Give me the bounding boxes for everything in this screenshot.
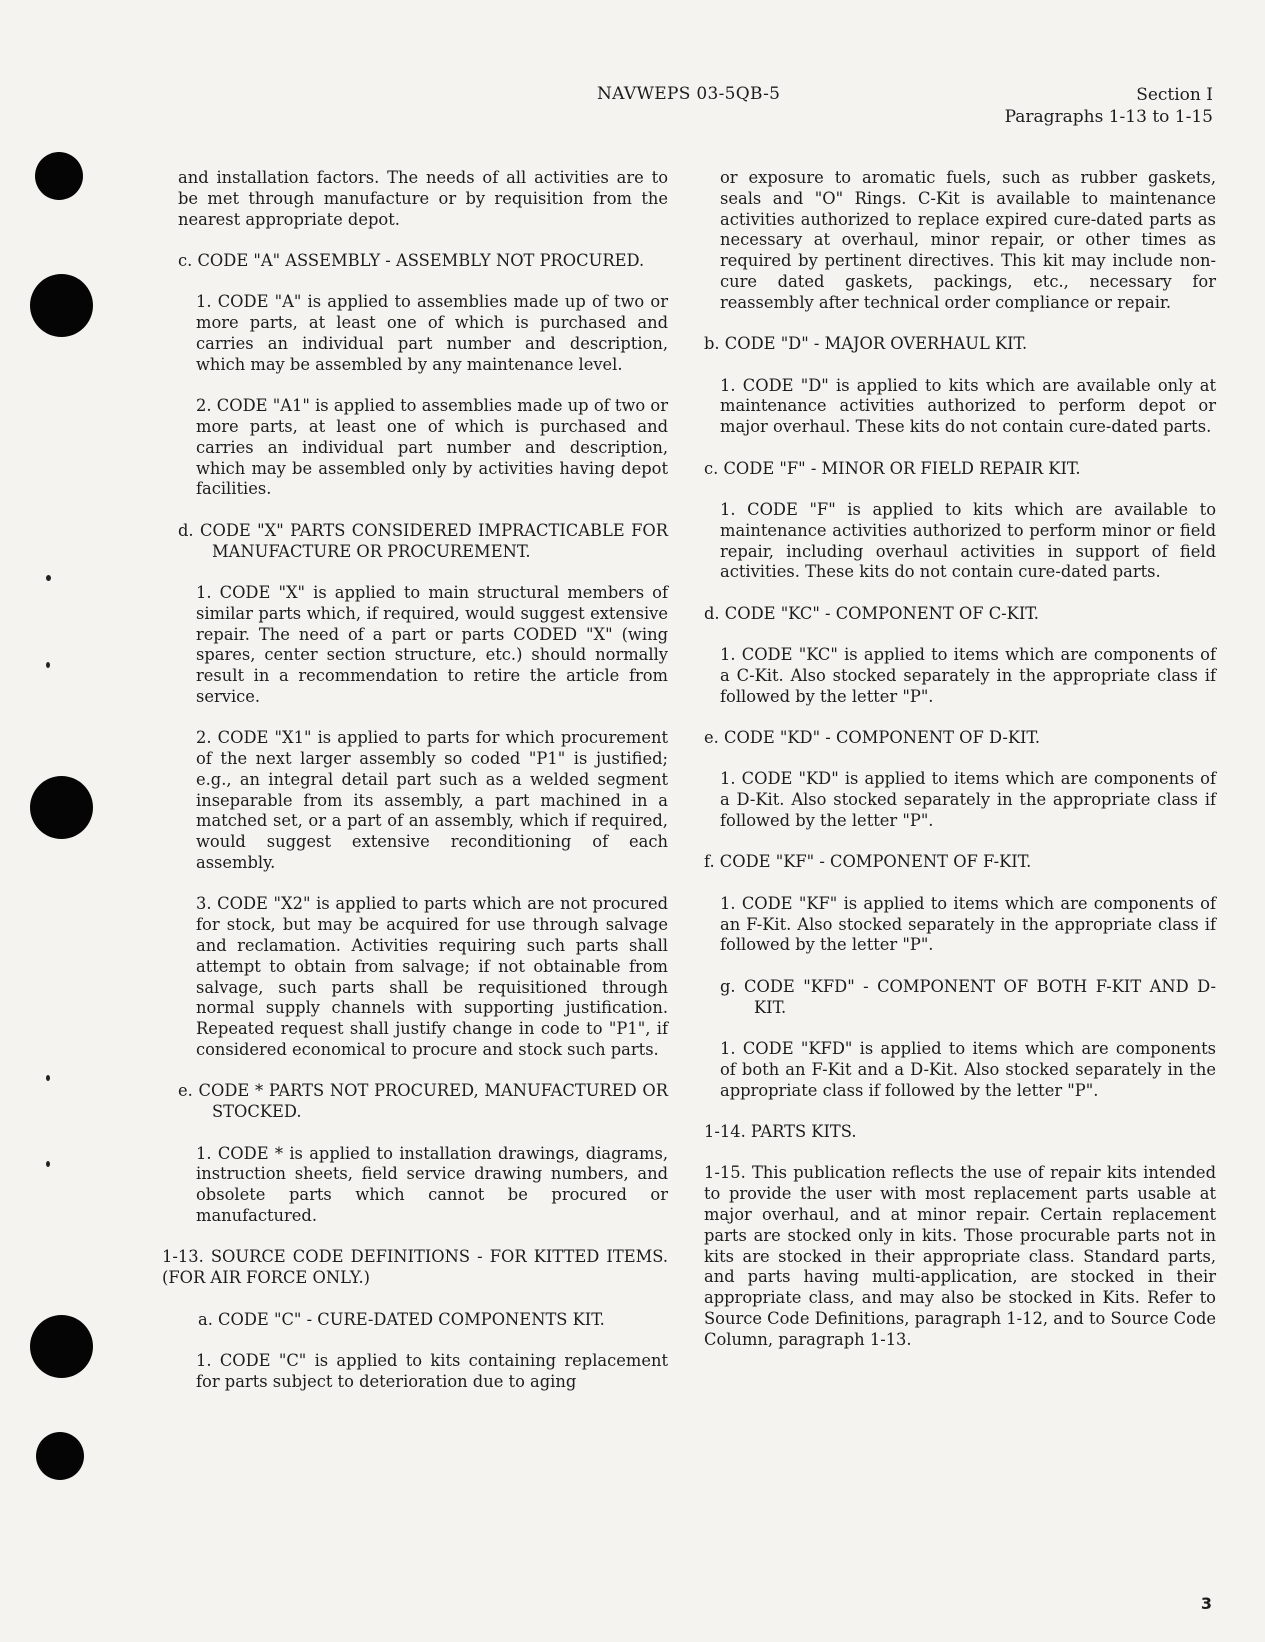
binder-hole-3 [30, 776, 93, 839]
binder-hole-2 [30, 274, 93, 337]
paragraph-code-d-1: 1. CODE "D" is applied to kits which are available only at maintenance activities authorized to perform depot or major overhaul. These kits do not contain cure-dated parts. [720, 375, 1216, 437]
paragraph-continuation: and installation factors. The needs of all activities are to be met through manufacture or by requisition from the nearest appropriate depot. [178, 168, 668, 229]
paragraph-code-kc-1: 1. CODE "KC" is applied to items which are components of a C-Kit. Also stocked separately in the appropriate class if followed by the letter "P". [720, 645, 1216, 706]
section-label: Section I [1136, 85, 1213, 105]
heading-1-13: 1-13. SOURCE CODE DEFINITIONS - FOR KITTED ITEMS. (FOR AIR FORCE ONLY.) [162, 1247, 668, 1288]
margin-speck [46, 1075, 50, 1081]
heading-code-a: c. CODE "A" ASSEMBLY - ASSEMBLY NOT PROCURED. [178, 250, 645, 270]
paragraph-1-15: 1-15. This publication reflects the use of repair kits intended to provide the user with most replacement parts usable at major overhaul, and at minor repair. Certain replacement parts are stocked only in kits. Those procurable parts not in kits are stocked in their appropriate class. Standard parts, and parts having multi-application, are stocked in their appropriate class, and may also be stocked in Kits. Refer to Source Code Definitions, paragraph 1-12, and to Source Code Column, paragraph 1-13. [704, 1163, 1216, 1349]
paragraph-code-f-1: 1. CODE "F" is applied to kits which are available to maintenance activities authorized to perform minor or field repair, including overhaul activities in support of field activities. These kits do not contain cure-dated parts. [720, 499, 1216, 582]
section-reference [1005, 84, 1213, 128]
paragraph-code-x-1: 1. CODE "X" is applied to main structural members of similar parts which, if required, would suggest extensive repair. The need of a part or parts CODED "X" (wing spares, center section structure, etc.) should normally result in a recommendation to retire the article from service. [196, 582, 668, 706]
binder-hole-5 [36, 1432, 84, 1480]
binder-hole-4 [30, 1315, 93, 1378]
paragraph-continuation: or exposure to aromatic fuels, such as rubber gaskets, seals and "O" Rings. C-Kit is available to maintenance activities authorized to replace expired cure-dated parts as necessary at overhaul, minor repair, or other times as required by pertinent directives. This kit may include non-cure dated gaskets, packings, etc., necessary for reassembly after technical order compliance or repair. [720, 168, 1216, 312]
document-id: NAVWEPS 03-5QB-5 [597, 84, 781, 104]
right-column [704, 168, 1216, 1371]
margin-speck [46, 1161, 50, 1167]
paragraph-range: Paragraphs 1-13 to 1-15 [1004, 107, 1213, 127]
heading-code-kc: d. CODE "KC" - COMPONENT OF C-KIT. [704, 603, 1039, 623]
paragraph-code-kd-1: 1. CODE "KD" is applied to items which are components of a D-Kit. Also stocked separately in the appropriate class if followed by the letter "P". [720, 769, 1216, 831]
heading-code-c: a. CODE "C" - CURE-DATED COMPONENTS KIT. [198, 1309, 605, 1329]
paragraph-code-star-1: 1. CODE * is applied to installation drawings, diagrams, instruction sheets, field service drawing numbers, and obsolete parts which cannot be procured or manufactured. [196, 1143, 668, 1226]
page-number: 3 [1200, 1594, 1212, 1613]
heading-code-kf: f. CODE "KF" - COMPONENT OF F-KIT. [704, 852, 1032, 872]
paragraph-code-kf-1: 1. CODE "KF" is applied to items which are components of an F-Kit. Also stocked separately in the appropriate class if followed by the letter "P". [720, 893, 1216, 955]
paragraph-code-x1: 2. CODE "X1" is applied to parts for which procurement of the next larger assembly so coded "P1" is justified; e.g., an integral detail part such as a welded segment inseparable from its assembly, a part machined in a matched set, or a part of an assembly, which if required, would suggest extensive reconditioning of each assembly. [196, 728, 668, 873]
paragraph-code-c-1: 1. CODE "C" is applied to kits containing replacement for parts subject to deterioration due to aging [196, 1350, 668, 1391]
paragraph-code-x2: 3. CODE "X2" is applied to parts which are not procured for stock, but may be acquired for use through salvage and reclamation. Activities requiring such parts shall attempt to obtain from salvage; if not obtainable from salvage, such parts shall be requisitioned through normal supply channels with supporting justification. Repeated request shall justify change in code to "P1", if considered economical to procure and stock such parts. [196, 894, 668, 1060]
heading-code-kfd: g. CODE "KFD" - COMPONENT OF BOTH F-KIT AND D-KIT. [720, 976, 1216, 1017]
paragraph-code-a1: 2. CODE "A1" is applied to assemblies made up of two or more parts, at least one of which is purchased and carries an individual part number and description, which may be assembled only by activities having depot facilities. [196, 396, 668, 499]
binder-hole-1 [35, 152, 83, 200]
heading-1-14: 1-14. PARTS KITS. [704, 1122, 857, 1142]
paragraph-code-a-1: 1. CODE "A" is applied to assemblies made up of two or more parts, at least one of which is purchased and carries an individual part number and description, which may be assembled by any maintenance level. [196, 292, 668, 374]
heading-code-f: c. CODE "F" - MINOR OR FIELD REPAIR KIT. [704, 458, 1081, 478]
margin-speck [46, 575, 51, 581]
heading-code-star: e. CODE * PARTS NOT PROCURED, MANUFACTURED OR STOCKED. [178, 1081, 668, 1122]
heading-code-d: b. CODE "D" - MAJOR OVERHAUL KIT. [704, 334, 1028, 354]
paragraph-code-kfd-1: 1. CODE "KFD" is applied to items which are components of both an F-Kit and a D-Kit. Also stocked separately in the appropriate class if followed by the letter "P". [720, 1039, 1216, 1100]
margin-speck [46, 662, 50, 668]
left-column [162, 168, 668, 1413]
heading-code-x: d. CODE "X" PARTS CONSIDERED IMPRACTICABLE FOR MANUFACTURE OR PROCUREMENT. [178, 520, 668, 561]
heading-code-kd: e. CODE "KD" - COMPONENT OF D-KIT. [704, 728, 1041, 748]
